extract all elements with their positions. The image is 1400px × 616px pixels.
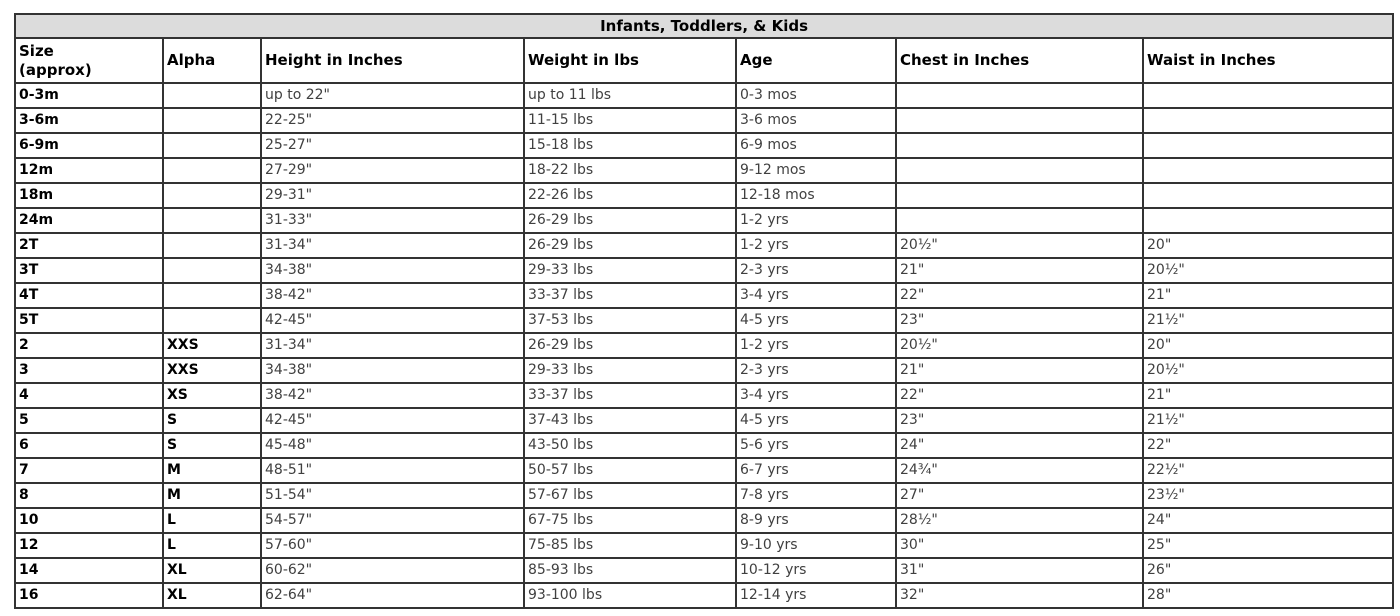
table-cell: 25": [1143, 533, 1393, 558]
table-cell: 6: [15, 433, 163, 458]
table-row: [15, 533, 1393, 558]
table-cell: [1143, 183, 1393, 208]
table-cell: 3-6m: [15, 108, 163, 133]
table-cell: 2: [15, 333, 163, 358]
table-cell: 20½": [896, 333, 1143, 358]
table-cell: 24m: [15, 208, 163, 233]
table-cell: 4T: [15, 283, 163, 308]
table-cell: 4: [15, 383, 163, 408]
table-cell: S: [163, 408, 261, 433]
table-cell: 12: [15, 533, 163, 558]
table-cell: 0-3m: [15, 83, 163, 108]
table-cell: 4-5 yrs: [736, 308, 896, 333]
table-cell: [163, 233, 261, 258]
table-cell: XXS: [163, 333, 261, 358]
table-cell: [1143, 208, 1393, 233]
table-cell: 20": [1143, 333, 1393, 358]
table-cell: 3-4 yrs: [736, 383, 896, 408]
table-cell: 50-57 lbs: [524, 458, 736, 483]
table-cell: 32": [896, 583, 1143, 608]
table-row: [15, 158, 1393, 183]
table-title: Infants, Toddlers, & Kids: [15, 14, 1393, 38]
table-cell: [163, 108, 261, 133]
table-cell: 4-5 yrs: [736, 408, 896, 433]
table-cell: 7: [15, 458, 163, 483]
table-cell: 45-48": [261, 433, 524, 458]
table-cell: [163, 158, 261, 183]
table-cell: 57-60": [261, 533, 524, 558]
table-cell: 20½": [1143, 258, 1393, 283]
table-cell: 21": [1143, 383, 1393, 408]
table-cell: XXS: [163, 358, 261, 383]
table-cell: 6-9 mos: [736, 133, 896, 158]
table-row: [15, 358, 1393, 383]
table-row: [15, 508, 1393, 533]
table-cell: 27-29": [261, 158, 524, 183]
column-header-weight: Weight in lbs: [524, 38, 736, 83]
table-cell: [896, 208, 1143, 233]
table-cell: 24": [896, 433, 1143, 458]
table-cell: 25-27": [261, 133, 524, 158]
table-cell: [163, 258, 261, 283]
table-cell: [1143, 108, 1393, 133]
table-cell: L: [163, 508, 261, 533]
table-cell: 3-6 mos: [736, 108, 896, 133]
table-cell: 37-53 lbs: [524, 308, 736, 333]
table-cell: 20": [1143, 233, 1393, 258]
table-cell: 2-3 yrs: [736, 358, 896, 383]
table-cell: [896, 108, 1143, 133]
table-cell: 2T: [15, 233, 163, 258]
table-cell: 1-2 yrs: [736, 233, 896, 258]
table-cell: 31-34": [261, 233, 524, 258]
table-cell: [163, 283, 261, 308]
table-cell: 26": [1143, 558, 1393, 583]
table-cell: 38-42": [261, 283, 524, 308]
table-cell: 1-2 yrs: [736, 333, 896, 358]
table-cell: 42-45": [261, 408, 524, 433]
table-cell: 24": [1143, 508, 1393, 533]
table-cell: L: [163, 533, 261, 558]
table-cell: 12-18 mos: [736, 183, 896, 208]
table-cell: 26-29 lbs: [524, 208, 736, 233]
table-cell: 22": [896, 283, 1143, 308]
table-cell: [1143, 158, 1393, 183]
table-cell: 8: [15, 483, 163, 508]
table-cell: 18-22 lbs: [524, 158, 736, 183]
table-cell: up to 11 lbs: [524, 83, 736, 108]
table-row: [15, 108, 1393, 133]
table-cell: [896, 183, 1143, 208]
column-header-size-line2: (approx): [19, 60, 92, 79]
table-cell: [163, 208, 261, 233]
column-header-height: Height in Inches: [261, 38, 524, 83]
column-header-row: [15, 38, 1393, 83]
table-cell: 21": [896, 258, 1143, 283]
size-chart-table: [14, 13, 1394, 609]
table-cell: 5: [15, 408, 163, 433]
table-cell: 24¾": [896, 458, 1143, 483]
table-row: [15, 283, 1393, 308]
table-cell: 34-38": [261, 358, 524, 383]
table-cell: 33-37 lbs: [524, 283, 736, 308]
table-cell: 22-25": [261, 108, 524, 133]
table-cell: 31-33": [261, 208, 524, 233]
table-cell: 28": [1143, 583, 1393, 608]
table-cell: 15-18 lbs: [524, 133, 736, 158]
table-head: [15, 14, 1393, 83]
table-cell: 85-93 lbs: [524, 558, 736, 583]
table-cell: 37-43 lbs: [524, 408, 736, 433]
table-row: [15, 383, 1393, 408]
table-cell: 33-37 lbs: [524, 383, 736, 408]
table-cell: 51-54": [261, 483, 524, 508]
table-cell: 27": [896, 483, 1143, 508]
table-row: [15, 233, 1393, 258]
table-cell: S: [163, 433, 261, 458]
table-cell: 2-3 yrs: [736, 258, 896, 283]
table-cell: 23": [896, 308, 1143, 333]
column-header-size: [15, 38, 163, 83]
table-cell: 23": [896, 408, 1143, 433]
table-cell: XL: [163, 558, 261, 583]
table-row: [15, 408, 1393, 433]
table-cell: 8-9 yrs: [736, 508, 896, 533]
table-cell: XL: [163, 583, 261, 608]
column-header-size-line1: Size: [19, 41, 54, 60]
table-cell: 21½": [1143, 308, 1393, 333]
column-header-chest: Chest in Inches: [896, 38, 1143, 83]
table-cell: 29-31": [261, 183, 524, 208]
table-cell: 30": [896, 533, 1143, 558]
table-cell: [163, 133, 261, 158]
table-cell: 16: [15, 583, 163, 608]
table-cell: 75-85 lbs: [524, 533, 736, 558]
table-row: [15, 133, 1393, 158]
table-cell: 93-100 lbs: [524, 583, 736, 608]
table-cell: 3: [15, 358, 163, 383]
table-cell: [896, 158, 1143, 183]
table-title-row: [15, 14, 1393, 38]
table-cell: 57-67 lbs: [524, 483, 736, 508]
table-cell: 20½": [1143, 358, 1393, 383]
table-cell: 14: [15, 558, 163, 583]
table-cell: [896, 133, 1143, 158]
table-row: [15, 258, 1393, 283]
table-cell: 6-9m: [15, 133, 163, 158]
column-header-alpha: Alpha: [163, 38, 261, 83]
table-cell: 20½": [896, 233, 1143, 258]
table-cell: 29-33 lbs: [524, 358, 736, 383]
table-cell: 0-3 mos: [736, 83, 896, 108]
table-cell: 10-12 yrs: [736, 558, 896, 583]
table-cell: 1-2 yrs: [736, 208, 896, 233]
table-row: [15, 308, 1393, 333]
table-cell: 60-62": [261, 558, 524, 583]
table-cell: [1143, 83, 1393, 108]
table-cell: up to 22": [261, 83, 524, 108]
table-cell: [163, 183, 261, 208]
table-row: [15, 183, 1393, 208]
table-cell: 48-51": [261, 458, 524, 483]
column-header-waist: Waist in Inches: [1143, 38, 1393, 83]
table-cell: 26-29 lbs: [524, 233, 736, 258]
table-cell: 31": [896, 558, 1143, 583]
table-cell: 26-29 lbs: [524, 333, 736, 358]
table-cell: 6-7 yrs: [736, 458, 896, 483]
table-cell: 21½": [1143, 408, 1393, 433]
table-cell: 21": [1143, 283, 1393, 308]
table-cell: 3-4 yrs: [736, 283, 896, 308]
table-cell: [163, 83, 261, 108]
size-chart-container: [14, 13, 1394, 609]
table-body: [15, 83, 1393, 608]
table-row: [15, 483, 1393, 508]
table-cell: XS: [163, 383, 261, 408]
table-cell: 22": [1143, 433, 1393, 458]
table-row: [15, 208, 1393, 233]
table-cell: [896, 83, 1143, 108]
table-cell: 31-34": [261, 333, 524, 358]
table-cell: 67-75 lbs: [524, 508, 736, 533]
table-row: [15, 433, 1393, 458]
table-cell: 5-6 yrs: [736, 433, 896, 458]
table-row: [15, 333, 1393, 358]
table-row: [15, 583, 1393, 608]
table-row: [15, 558, 1393, 583]
table-cell: 43-50 lbs: [524, 433, 736, 458]
table-cell: 11-15 lbs: [524, 108, 736, 133]
table-cell: M: [163, 458, 261, 483]
table-cell: 9-10 yrs: [736, 533, 896, 558]
table-cell: 5T: [15, 308, 163, 333]
table-cell: 28½": [896, 508, 1143, 533]
table-cell: M: [163, 483, 261, 508]
table-row: [15, 83, 1393, 108]
table-cell: 10: [15, 508, 163, 533]
table-cell: 38-42": [261, 383, 524, 408]
table-cell: 29-33 lbs: [524, 258, 736, 283]
table-cell: 62-64": [261, 583, 524, 608]
table-cell: 23½": [1143, 483, 1393, 508]
table-cell: 12-14 yrs: [736, 583, 896, 608]
table-cell: 9-12 mos: [736, 158, 896, 183]
table-cell: 22½": [1143, 458, 1393, 483]
table-cell: 22-26 lbs: [524, 183, 736, 208]
table-cell: 21": [896, 358, 1143, 383]
column-header-age: Age: [736, 38, 896, 83]
table-cell: 34-38": [261, 258, 524, 283]
table-cell: 42-45": [261, 308, 524, 333]
table-cell: 7-8 yrs: [736, 483, 896, 508]
table-cell: 3T: [15, 258, 163, 283]
table-cell: 22": [896, 383, 1143, 408]
table-cell: 12m: [15, 158, 163, 183]
table-row: [15, 458, 1393, 483]
table-cell: [163, 308, 261, 333]
table-cell: 18m: [15, 183, 163, 208]
table-cell: 54-57": [261, 508, 524, 533]
table-cell: [1143, 133, 1393, 158]
